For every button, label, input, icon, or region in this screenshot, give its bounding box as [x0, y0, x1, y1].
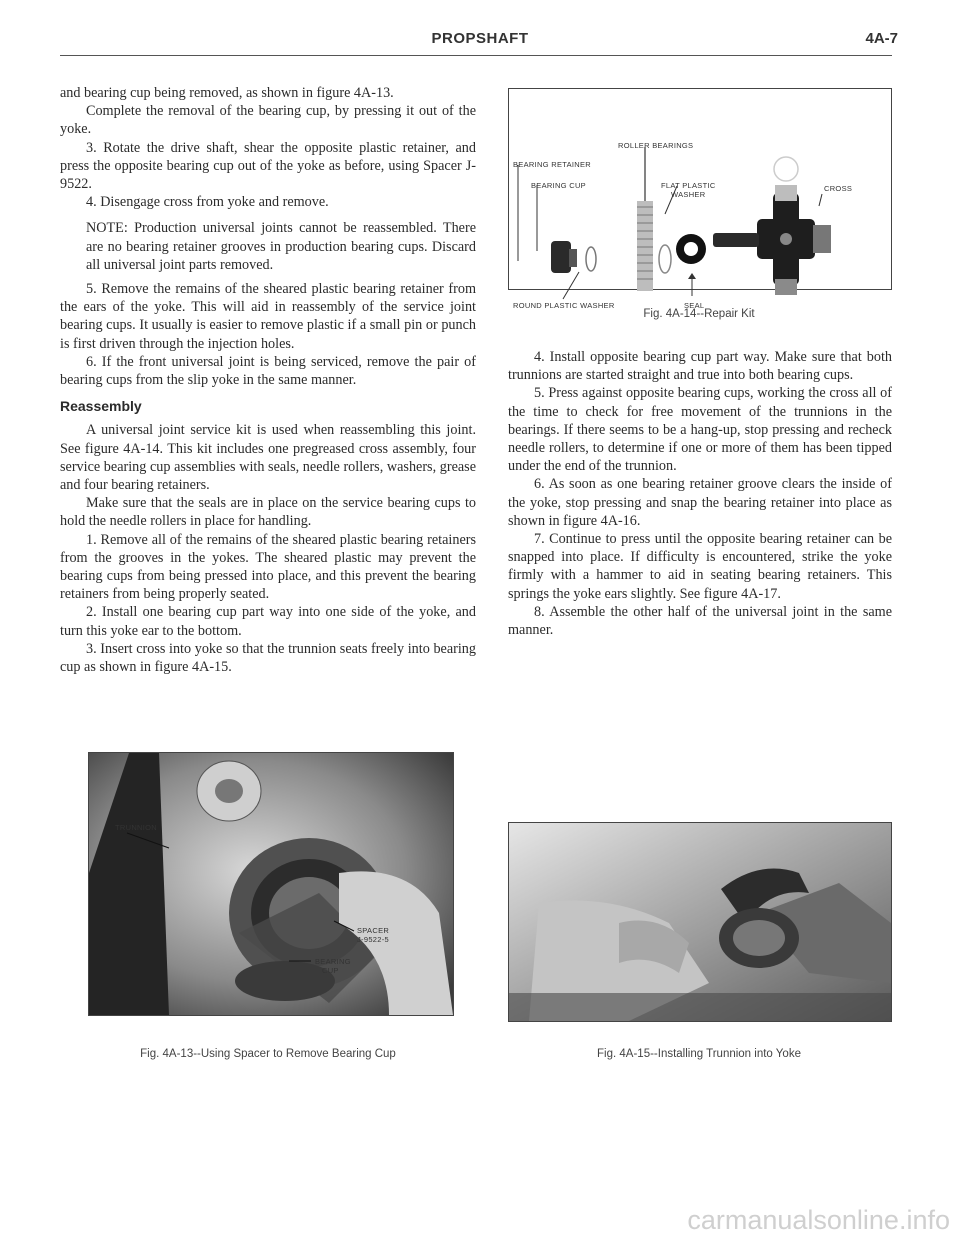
bearing-retainer-label: BEARING RETAINER — [513, 160, 592, 169]
bearing-cup-label: CUP — [322, 966, 339, 975]
section-heading: Reassembly — [60, 398, 142, 415]
trunnion-photo-illustration — [509, 823, 891, 1021]
seal-label: SEAL — [684, 301, 705, 310]
paragraph: and bearing cup being removed, as shown in figure 4A-13. — [60, 85, 394, 101]
figure-repair-kit — [508, 88, 892, 310]
left-column — [60, 84, 476, 676]
header-rule — [60, 55, 892, 56]
figure-caption: Fig. 4A-13--Using Spacer to Remove Bearing Cup — [140, 1048, 396, 1060]
trunnion-label: TRUNNION — [115, 823, 157, 832]
paragraph: 5. Press against opposite bearing cups, working the cross all of the time to check for free movement of the trunnions in the bearings. If there seems to be a hang-up, stop pressing and recheck needle rollers, to determine if one or more of them has been tipped under the end of the trunnion. — [508, 385, 892, 475]
spacer-label: SPACER — [357, 926, 390, 935]
paragraph: 4. Install opposite bearing cup part way. Make sure that both trunnions are started straight and true into both bearing cups. — [508, 349, 892, 384]
paragraph: 6. As soon as one bearing retainer groove clears the inside of the yoke, stop pressing and snap the bearing retainer into place as shown in figure 4A-16. — [508, 476, 892, 529]
paragraph: 8. Assemble the other half of the universal joint in the same manner. — [508, 603, 892, 639]
figure-spacer-photo — [88, 752, 454, 1016]
figure-caption: Fig. 4A-14--Repair Kit — [643, 308, 755, 320]
cross-label: CROSS — [824, 184, 853, 193]
paragraph: 3. Insert cross into yoke so that the trunnion seats freely into bearing cup as shown in figure 4A-15. — [60, 640, 476, 676]
figure-caption: Fig. 4A-15--Installing Trunnion into Yoke — [597, 1048, 801, 1060]
paragraph: 7. Continue to press until the opposite bearing retainer can be snapped into place. If difficulty is encountered, strike the yoke firmly with a hammer to aid in seating bearing retainers. This springs the yoke ears slightly. See figure 4A-17. — [508, 531, 892, 602]
spacer-photo-illustration — [89, 753, 453, 1015]
paragraph: 5. Remove the remains of the sheared plastic bearing retainer from the ears of the yoke. This will aid in reassembly of the service joint bearing cups. It usually is easier to remove plastic if a small pin or punch is first driven through the injection holes. — [60, 281, 476, 352]
paragraph: 1. Remove all of the remains of the sheared plastic bearing retainers from the grooves in the yokes. The sheared plastic may prevent the bearing cups from being pressed into place, and this prevent the bearing retainers from being properly seated. — [60, 531, 476, 603]
paragraph: 4. Disengage cross from yoke and remove. — [86, 194, 329, 211]
paragraph: A universal joint service kit is used when reassembling this joint. See figure 4A-14. This kit includes one pregreased cross assembly, four service bearing cup assemblies with seals, needle rollers, washers, grease and four bearing retainers. — [60, 422, 476, 494]
right-column — [508, 348, 892, 639]
bearing-cup-label: BEARING — [315, 957, 351, 966]
flat-plastic-washer-label: FLAT PLASTIC — [661, 181, 716, 190]
page-number: 4A-7 — [865, 30, 898, 47]
round-plastic-washer-label: ROUND PLASTIC WASHER — [513, 301, 615, 310]
watermark: carmanualsonline.info — [687, 1205, 950, 1235]
flat-plastic-washer-label: WASHER — [671, 190, 706, 199]
paragraph: 3. Rotate the drive shaft, shear the opposite plastic retainer, and press the opposite bearing cup out of the yoke as before, using Spacer J-9522. — [60, 139, 476, 193]
paragraph: 6. If the front universal joint is being serviced, remove the pair of bearing cups from the slip yoke in the same manner. — [60, 353, 476, 389]
roller-bearings-label: ROLLER BEARINGS — [618, 141, 694, 150]
figure-trunnion-photo — [508, 822, 892, 1022]
paragraph: Make sure that the seals are in place on the service bearing cups to hold the needle rollers in place for handling. — [60, 495, 476, 530]
paragraph: 2. Install one bearing cup part way into one side of the yoke, and turn this yoke ear to the bottom. — [60, 604, 476, 639]
note-paragraph: NOTE: Production universal joints cannot be reassembled. There are no bearing retainer grooves in production bearing cups. Discard all universal joint parts removed. — [86, 220, 476, 273]
page-header-title: PROPSHAFT — [431, 30, 529, 47]
spacer-number-label: J-9522-5 — [357, 935, 390, 944]
paragraph: Complete the removal of the bearing cup, by pressing it out of the yoke. — [60, 103, 476, 138]
bearing-cup-label: BEARING CUP — [531, 181, 586, 190]
